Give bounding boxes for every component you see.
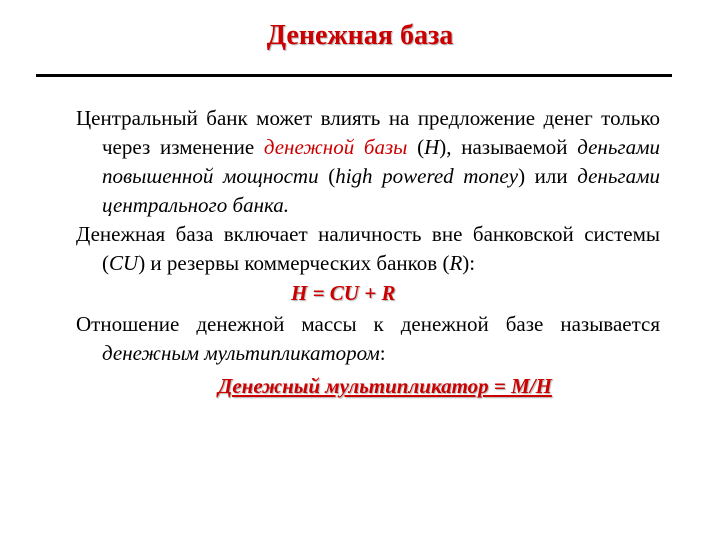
text: : [379, 341, 386, 365]
term-high-powered-money-ru: деньгами повышенной мощности [102, 135, 660, 188]
slide-body [76, 104, 660, 401]
text: Центральный банк может влиять на предложение денег только через изменение [76, 106, 660, 159]
paragraph-money-base-definition [76, 104, 660, 220]
formula-money-multiplier: Денежный мультипликатор = M/H [218, 374, 552, 398]
text: ( [318, 164, 336, 188]
slide-title: Денежная база [266, 20, 454, 51]
text: ) и резервы коммерческих банков ( [138, 251, 450, 275]
term-high-powered-money-en: high powered money [335, 164, 519, 188]
symbol-r: R [449, 251, 463, 275]
formula-money-base: H = CU + R [291, 281, 396, 305]
paragraph-multiplier-definition [76, 310, 660, 368]
title-divider [36, 74, 672, 77]
term-money-base: денежной базы [263, 135, 408, 159]
text: ), называемой [439, 135, 578, 159]
term-money-multiplier: денежным мультипликатором [102, 341, 380, 365]
symbol-cu: CU [109, 251, 139, 275]
text: Отношение денежной массы к денежной базе называется [76, 312, 660, 336]
symbol-h: H [424, 135, 440, 159]
text: ) или [518, 164, 578, 188]
paragraph-money-base-components [76, 220, 660, 278]
term-central-bank-money: деньгами центрального банка. [102, 164, 660, 217]
text: Денежная база включает наличность вне банковской системы ( [76, 222, 660, 275]
text: ): [462, 251, 476, 275]
text: ( [407, 135, 425, 159]
